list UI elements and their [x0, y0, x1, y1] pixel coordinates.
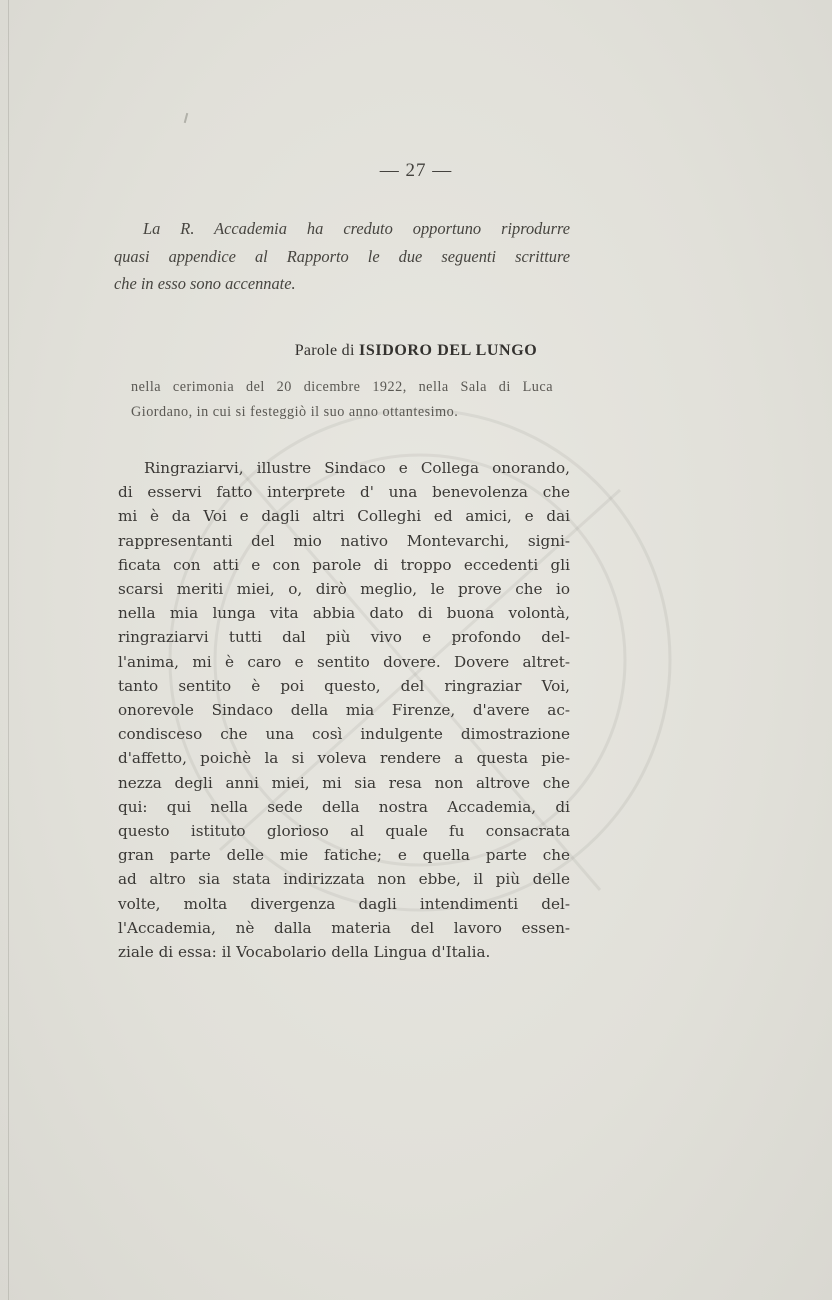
subtitle-line: Giordano, in cui si festeggiò il suo anno ottantesimo. — [131, 404, 459, 420]
intro-paragraph — [114, 215, 570, 298]
intro-line: che in esso sono accennate. — [114, 274, 296, 293]
page-number: — 27 — — [379, 160, 453, 181]
body-line: mi è da Voi e dagli altri Colleghi ed amici, e dai — [118, 507, 570, 526]
body-line: ad altro sia stata indirizzata non ebbe, il più delle — [118, 870, 570, 889]
body-line: nezza degli anni miei, mi sia resa non altrove che — [118, 773, 570, 792]
section-title — [0, 342, 832, 360]
page-edge — [8, 0, 9, 1300]
body-line: l'Accademia, nè dalla materia del lavoro essen- — [118, 918, 570, 937]
body-line: ringraziarvi tutti dal più vivo e profondo del- — [118, 628, 570, 647]
speech-body — [118, 456, 570, 964]
body-line: qui: qui nella sede della nostra Accademia, di — [118, 797, 570, 816]
body-line: condisceso che una così indulgente dimostrazione — [118, 725, 570, 744]
body-line: d'affetto, poichè la si voleva rendere a questa pie- — [118, 749, 570, 768]
body-line: di esservi fatto interprete d' una benevolenza che — [118, 483, 570, 502]
body-line: nella mia lunga vita abbia dato di buona volontà, — [118, 604, 570, 623]
body-line: onorevole Sindaco della mia Firenze, d'avere ac- — [118, 701, 570, 720]
body-line: ficata con atti e con parole di troppo eccedenti gli — [118, 555, 570, 574]
subtitle-line: nella cerimonia del 20 dicembre 1922, nella Sala di Luca — [131, 379, 553, 395]
body-line: gran parte delle mie fatiche; e quella parte che — [118, 846, 570, 865]
body-line: scarsi meriti miei, o, dirò meglio, le prove che io — [118, 580, 570, 599]
section-subtitle — [131, 375, 553, 425]
body-line: volte, molta divergenza dagli intendimenti del- — [118, 894, 570, 913]
section-title-prefix: Parole di — [294, 342, 355, 359]
section-title-name: ISIDORO DEL LUNGO — [359, 342, 538, 359]
body-line: rappresentanti del mio nativo Montevarchi, signi- — [118, 531, 570, 550]
body-line: l'anima, mi è caro e sentito dovere. Dovere altret- — [118, 652, 570, 671]
body-line: ziale di essa: il Vocabolario della Lingua d'Italia. — [118, 943, 491, 962]
intro-line: quasi appendice al Rapporto le due seguenti scritture — [114, 246, 570, 266]
body-line: questo istituto glorioso al quale fu consacrata — [118, 822, 570, 841]
body-line: Ringraziarvi, illustre Sindaco e Collega onorando, — [144, 459, 570, 477]
body-line: tanto sentito è poi questo, del ringraziar Voi, — [118, 676, 570, 695]
intro-line: La R. Accademia ha creduto opportuno riprodurre — [143, 219, 570, 238]
